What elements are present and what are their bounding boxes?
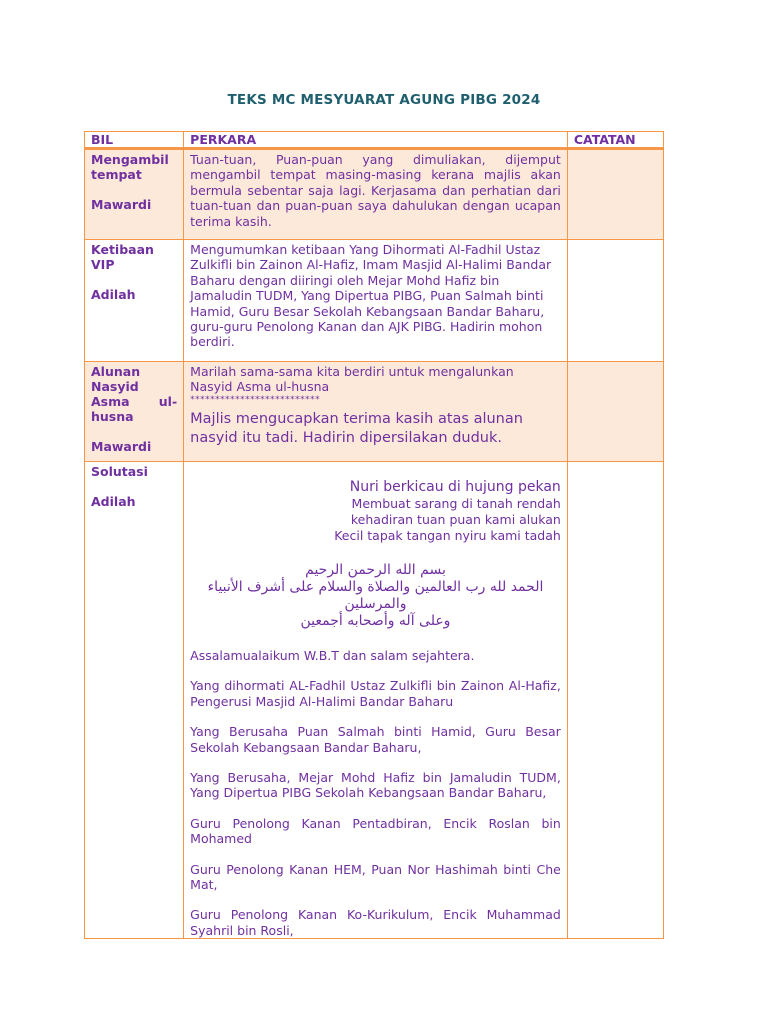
perkara-text <box>184 462 567 938</box>
bil-person-label: Mawardi <box>91 439 152 454</box>
pantun-line: Nuri berkicau di hujung pekan <box>349 479 561 495</box>
header-perkara: PERKARA <box>190 132 257 147</box>
catatan-cell <box>568 240 663 242</box>
bil-item-label: Alunan <box>91 364 141 379</box>
bil-cell <box>85 150 183 212</box>
table-row-mengambil-tempat <box>85 149 664 240</box>
bil-item-label: Solutasi <box>91 464 148 479</box>
table-header-row <box>85 132 664 149</box>
header-bil: BIL <box>91 132 114 147</box>
bil-item-label: Ketibaan <box>91 242 154 257</box>
salutation-paragraph: Assalamualaikum W.B.T dan salam sejahtera. <box>190 648 475 663</box>
perkara-text <box>184 240 567 350</box>
perkara-text: Tuan-tuan, Puan-puan yang dimuliakan, dijemput mengambil tempat masing-masing kerana majlis akan bermula sebentar saja lagi. Kerjasama dan perhatian dari tuan-tuan dan puan-puan saya dahulukan dengan ucapan terima kasih. <box>190 152 561 229</box>
perkara-line: Zulkifli bin Zainon Al-Hafiz, Imam Masjid Al-Halimi Bandar <box>190 257 552 273</box>
bil-item-label: Asma ul- <box>91 394 178 409</box>
catatan-cell <box>568 362 663 364</box>
perkara-line: Mengumumkan ketibaan Yang Dihormati Al-Fadhil Ustaz <box>190 242 541 257</box>
document-title: TEKS MC MESYUARAT AGUNG PIBG 2024 <box>227 92 541 108</box>
perkara-large-text: Majlis mengucapkan terima kasih atas alunan nasyid itu tadi. Hadirin dipersilakan duduk. <box>190 410 523 446</box>
catatan-cell <box>568 150 663 152</box>
bil-item-label: tempat <box>91 167 142 182</box>
bil-cell <box>85 240 183 302</box>
table-row-ketibaan-vip <box>85 240 664 362</box>
arabic-opening <box>190 562 561 630</box>
pantun-line: Kecil tapak tangan nyiru kami tadah <box>334 528 561 543</box>
table-row-alunan-nasyid <box>85 362 664 462</box>
salutation-paragraph: Yang Berusaha, Mejar Mohd Hafiz bin Jamaludin TUDM, Yang Dipertua PIBG Sekolah Kebangsaan Bandar Baharu, <box>190 770 561 801</box>
arabic-line: الحمد لله رب العالمين والصلاة والسلام على أشرف الأنبياء والمرسلين <box>207 579 544 612</box>
header-catatan: CATATAN <box>573 132 636 147</box>
table-row-solutasi <box>85 462 664 939</box>
perkara-line: guru-guru Penolong Kanan dan AJK PIBG. Hadirin mohon <box>190 319 543 335</box>
perkara-line: Hamid, Guru Besar Sekolah Kebangsaan Bandar Baharu, <box>190 303 545 319</box>
bil-person-label: Mawardi <box>91 197 152 212</box>
perkara-line: Nasyid Asma ul-husna <box>190 379 330 395</box>
salutation-paragraph: Yang Berusaha Puan Salmah binti Hamid, Guru Besar Sekolah Kebangsaan Bandar Baharu, <box>190 724 561 755</box>
catatan-cell <box>568 462 663 464</box>
salutation-paragraph: Guru Penolong Kanan HEM, Puan Nor Hashimah binti Che Mat, <box>190 861 561 893</box>
pantun-line: Membuat sarang di tanah rendah <box>351 496 561 511</box>
bil-cell <box>85 362 183 454</box>
bil-item-label: husna <box>91 409 134 424</box>
salutation-paragraph: Yang dihormati AL-Fadhil Ustaz Zulkifli bin Zainon Al-Hafiz, Pengerusi Masjid Al-Halimi Bandar Baharu <box>190 678 561 709</box>
perkara-text <box>184 362 567 448</box>
pantun-block <box>190 464 561 544</box>
bil-item-label: Nasyid <box>91 379 139 394</box>
bil-cell <box>85 462 183 509</box>
bil-person-label: Adilah <box>91 494 136 509</box>
separator-stars: ************************** <box>190 394 321 405</box>
bil-item-label: Mengambil <box>91 152 169 167</box>
bil-person-label: Adilah <box>91 287 136 302</box>
arabic-line: وعلى آله وأصحابه أجمعين <box>300 613 451 629</box>
perkara-line: Jamaludin TUDM, Yang Dipertua PIBG, Puan Salmah binti <box>190 288 544 304</box>
salutation-paragraph: Guru Penolong Kanan Ko-Kurikulum, Encik Muhammad Syahril bin Rosli, <box>190 907 561 938</box>
salutation-paragraph: Guru Penolong Kanan Pentadbiran, Encik Roslan bin Mohamed <box>190 815 561 847</box>
arabic-line: بسم الله الرحمن الرحيم <box>305 562 446 578</box>
perkara-line: Baharu dengan diiringi oleh Mejar Mohd Hafiz bin <box>190 272 500 288</box>
bil-item-label: VIP <box>91 257 115 272</box>
perkara-line: berdiri. <box>190 334 235 350</box>
pantun-line: kehadiran tuan puan kami alukan <box>350 512 561 527</box>
mc-script-table <box>84 131 664 939</box>
perkara-line: Marilah sama-sama kita berdiri untuk mengalunkan <box>190 364 514 379</box>
